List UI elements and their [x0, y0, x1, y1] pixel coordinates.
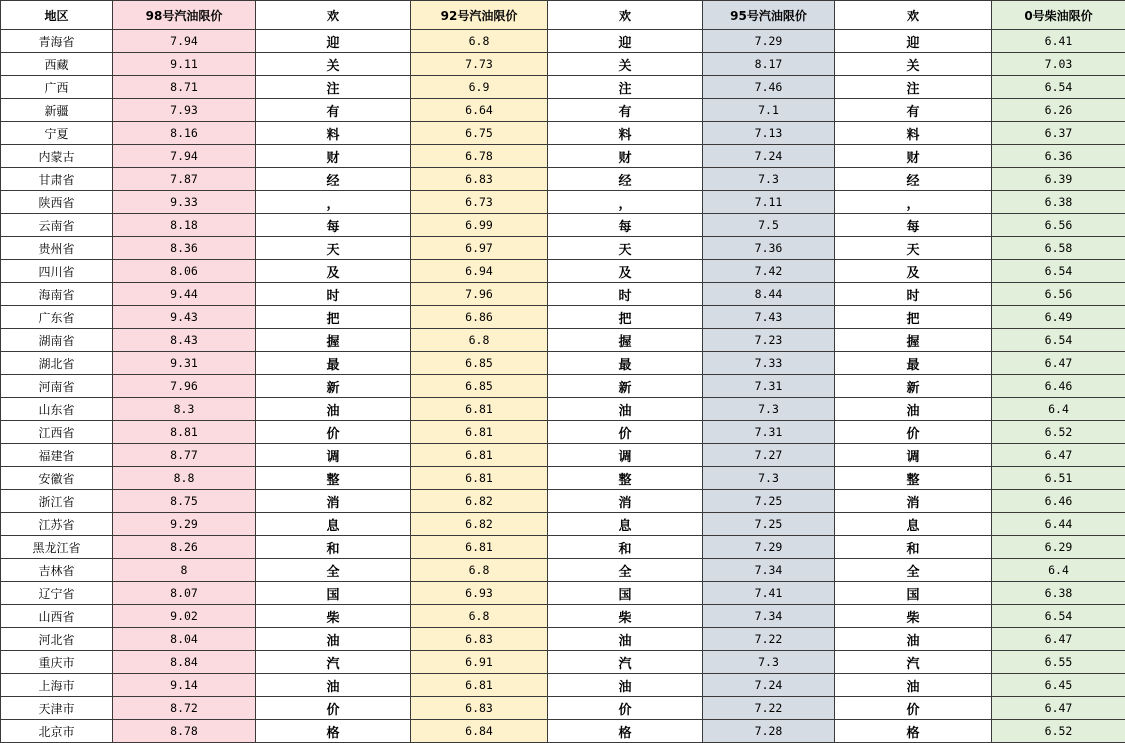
table-row	[1, 237, 1125, 260]
cell-0-diesel-price[interactable]: 6.54	[992, 76, 1125, 99]
cell-95-price[interactable]: 7.46	[703, 76, 835, 99]
header-row	[1, 1, 1125, 30]
table-row	[1, 697, 1125, 720]
cell-95-price[interactable]: 7.3	[703, 467, 835, 490]
cell-98-price[interactable]: 8.84	[113, 651, 256, 674]
cell-text-3[interactable]: 时	[835, 283, 992, 306]
header-region[interactable]: 地区	[1, 1, 113, 30]
cell-95-price[interactable]: 7.3	[703, 168, 835, 191]
cell-text-2[interactable]: 油	[548, 674, 703, 697]
cell-text-3[interactable]: 料	[835, 122, 992, 145]
cell-region[interactable]: 湖南省	[1, 329, 113, 352]
cell-text-3[interactable]: 天	[835, 237, 992, 260]
cell-text-1[interactable]: 天	[256, 237, 411, 260]
cell-95-price[interactable]: 7.29	[703, 30, 835, 53]
cell-text-1[interactable]: 有	[256, 99, 411, 122]
cell-0-diesel-price[interactable]: 6.46	[992, 490, 1125, 513]
cell-text-1[interactable]: 经	[256, 168, 411, 191]
cell-text-2[interactable]: 油	[548, 398, 703, 421]
cell-text-3[interactable]: 消	[835, 490, 992, 513]
cell-text-1[interactable]: 注	[256, 76, 411, 99]
cell-region[interactable]: 黑龙江省	[1, 536, 113, 559]
cell-98-price[interactable]: 7.96	[113, 375, 256, 398]
cell-text-2[interactable]: 经	[548, 168, 703, 191]
cell-98-price[interactable]: 8.06	[113, 260, 256, 283]
cell-region[interactable]: 安徽省	[1, 467, 113, 490]
cell-92-price[interactable]: 6.81	[411, 674, 548, 697]
cell-0-diesel-price[interactable]: 6.52	[992, 421, 1125, 444]
cell-0-diesel-price[interactable]: 6.41	[992, 30, 1125, 53]
cell-text-1[interactable]: 握	[256, 329, 411, 352]
cell-95-price[interactable]: 8.44	[703, 283, 835, 306]
cell-0-diesel-price[interactable]: 6.47	[992, 352, 1125, 375]
cell-text-1[interactable]: 每	[256, 214, 411, 237]
cell-92-price[interactable]: 6.83	[411, 697, 548, 720]
cell-text-3[interactable]: ，	[835, 191, 992, 214]
cell-95-price[interactable]: 7.25	[703, 490, 835, 513]
cell-text-3[interactable]: 息	[835, 513, 992, 536]
header-text-col-3[interactable]: 欢	[835, 1, 992, 30]
cell-text-2[interactable]: 汽	[548, 651, 703, 674]
cell-0-diesel-price[interactable]: 7.03	[992, 53, 1125, 76]
cell-text-2[interactable]: 料	[548, 122, 703, 145]
cell-text-1[interactable]: 格	[256, 720, 411, 743]
cell-text-1[interactable]: 迎	[256, 30, 411, 53]
cell-98-price[interactable]: 7.87	[113, 168, 256, 191]
cell-92-price[interactable]: 6.8	[411, 329, 548, 352]
cell-98-price[interactable]: 8.18	[113, 214, 256, 237]
cell-text-3[interactable]: 注	[835, 76, 992, 99]
table-row	[1, 582, 1125, 605]
cell-text-3[interactable]: 整	[835, 467, 992, 490]
cell-text-2[interactable]: 柴	[548, 605, 703, 628]
cell-98-price[interactable]: 9.29	[113, 513, 256, 536]
cell-98-price[interactable]: 8.16	[113, 122, 256, 145]
cell-95-price[interactable]: 7.42	[703, 260, 835, 283]
cell-text-1[interactable]: 全	[256, 559, 411, 582]
cell-text-1[interactable]: 时	[256, 283, 411, 306]
cell-region[interactable]: 湖北省	[1, 352, 113, 375]
table-row	[1, 306, 1125, 329]
cell-95-price[interactable]: 7.43	[703, 306, 835, 329]
cell-text-1[interactable]: 把	[256, 306, 411, 329]
cell-95-price[interactable]: 7.29	[703, 536, 835, 559]
cell-0-diesel-price[interactable]: 6.45	[992, 674, 1125, 697]
cell-region[interactable]: 宁夏	[1, 122, 113, 145]
cell-text-1[interactable]: 调	[256, 444, 411, 467]
cell-text-3[interactable]: 把	[835, 306, 992, 329]
header-95-price[interactable]: 95号汽油限价	[703, 1, 835, 30]
cell-92-price[interactable]: 6.82	[411, 490, 548, 513]
table-row	[1, 283, 1125, 306]
cell-92-price[interactable]: 6.81	[411, 536, 548, 559]
cell-region[interactable]: 河北省	[1, 628, 113, 651]
cell-98-price[interactable]: 8.75	[113, 490, 256, 513]
cell-text-2[interactable]: 每	[548, 214, 703, 237]
cell-text-1[interactable]: 及	[256, 260, 411, 283]
cell-text-3[interactable]: 汽	[835, 651, 992, 674]
header-text-col-1[interactable]: 欢	[256, 1, 411, 30]
cell-text-3[interactable]: 调	[835, 444, 992, 467]
cell-95-price[interactable]: 7.34	[703, 559, 835, 582]
cell-92-price[interactable]: 6.81	[411, 398, 548, 421]
cell-98-price[interactable]: 8.36	[113, 237, 256, 260]
cell-text-2[interactable]: ，	[548, 191, 703, 214]
cell-region[interactable]: 山东省	[1, 398, 113, 421]
table-row	[1, 191, 1125, 214]
cell-text-1[interactable]: ，	[256, 191, 411, 214]
cell-92-price[interactable]: 6.64	[411, 99, 548, 122]
table-row	[1, 513, 1125, 536]
cell-98-price[interactable]: 8.71	[113, 76, 256, 99]
table-row	[1, 122, 1125, 145]
table-row	[1, 168, 1125, 191]
cell-98-price[interactable]: 8.77	[113, 444, 256, 467]
cell-text-2[interactable]: 格	[548, 720, 703, 743]
cell-92-price[interactable]: 6.82	[411, 513, 548, 536]
cell-0-diesel-price[interactable]: 6.37	[992, 122, 1125, 145]
cell-95-price[interactable]: 7.36	[703, 237, 835, 260]
cell-98-price[interactable]: 8.81	[113, 421, 256, 444]
cell-region[interactable]: 内蒙古	[1, 145, 113, 168]
cell-region[interactable]: 广东省	[1, 306, 113, 329]
table-row	[1, 99, 1125, 122]
cell-text-2[interactable]: 国	[548, 582, 703, 605]
cell-text-2[interactable]: 把	[548, 306, 703, 329]
table-row	[1, 467, 1125, 490]
cell-text-1[interactable]: 最	[256, 352, 411, 375]
cell-92-price[interactable]: 6.83	[411, 168, 548, 191]
cell-92-price[interactable]: 6.93	[411, 582, 548, 605]
cell-92-price[interactable]: 6.73	[411, 191, 548, 214]
table-row	[1, 559, 1125, 582]
cell-text-1[interactable]: 整	[256, 467, 411, 490]
cell-92-price[interactable]: 6.75	[411, 122, 548, 145]
cell-92-price[interactable]: 6.99	[411, 214, 548, 237]
cell-95-price[interactable]: 7.1	[703, 99, 835, 122]
cell-98-price[interactable]: 9.02	[113, 605, 256, 628]
cell-text-2[interactable]: 财	[548, 145, 703, 168]
cell-text-3[interactable]: 全	[835, 559, 992, 582]
cell-text-2[interactable]: 价	[548, 421, 703, 444]
cell-region[interactable]: 北京市	[1, 720, 113, 743]
cell-region[interactable]: 西藏	[1, 53, 113, 76]
cell-region[interactable]: 江西省	[1, 421, 113, 444]
cell-0-diesel-price[interactable]: 6.49	[992, 306, 1125, 329]
cell-text-3[interactable]: 油	[835, 674, 992, 697]
cell-95-price[interactable]: 7.11	[703, 191, 835, 214]
cell-region[interactable]: 云南省	[1, 214, 113, 237]
table-row	[1, 329, 1125, 352]
cell-98-price[interactable]: 8.3	[113, 398, 256, 421]
cell-92-price[interactable]: 6.84	[411, 720, 548, 743]
cell-text-3[interactable]: 新	[835, 375, 992, 398]
cell-text-3[interactable]: 和	[835, 536, 992, 559]
cell-98-price[interactable]: 8.04	[113, 628, 256, 651]
cell-text-1[interactable]: 价	[256, 421, 411, 444]
cell-text-3[interactable]: 财	[835, 145, 992, 168]
cell-text-3[interactable]: 每	[835, 214, 992, 237]
cell-0-diesel-price[interactable]: 6.38	[992, 582, 1125, 605]
cell-0-diesel-price[interactable]: 6.39	[992, 168, 1125, 191]
cell-92-price[interactable]: 6.81	[411, 421, 548, 444]
cell-text-3[interactable]: 经	[835, 168, 992, 191]
table-row	[1, 651, 1125, 674]
cell-text-1[interactable]: 和	[256, 536, 411, 559]
cell-95-price[interactable]: 7.24	[703, 145, 835, 168]
table-row	[1, 398, 1125, 421]
cell-98-price[interactable]: 7.94	[113, 30, 256, 53]
cell-98-price[interactable]: 8.07	[113, 582, 256, 605]
cell-text-3[interactable]: 柴	[835, 605, 992, 628]
cell-text-2[interactable]: 时	[548, 283, 703, 306]
cell-text-1[interactable]: 新	[256, 375, 411, 398]
cell-region[interactable]: 陕西省	[1, 191, 113, 214]
cell-text-3[interactable]: 迎	[835, 30, 992, 53]
cell-text-2[interactable]: 握	[548, 329, 703, 352]
cell-region[interactable]: 新疆	[1, 99, 113, 122]
cell-92-price[interactable]: 6.81	[411, 467, 548, 490]
cell-98-price[interactable]: 8.26	[113, 536, 256, 559]
cell-text-3[interactable]: 油	[835, 628, 992, 651]
table-row	[1, 76, 1125, 99]
cell-0-diesel-price[interactable]: 6.29	[992, 536, 1125, 559]
cell-text-2[interactable]: 新	[548, 375, 703, 398]
cell-0-diesel-price[interactable]: 6.54	[992, 260, 1125, 283]
table-row	[1, 53, 1125, 76]
cell-region[interactable]: 上海市	[1, 674, 113, 697]
cell-text-1[interactable]: 料	[256, 122, 411, 145]
cell-text-3[interactable]: 最	[835, 352, 992, 375]
cell-region[interactable]: 浙江省	[1, 490, 113, 513]
cell-0-diesel-price[interactable]: 6.47	[992, 444, 1125, 467]
header-text-col-2[interactable]: 欢	[548, 1, 703, 30]
cell-text-2[interactable]: 全	[548, 559, 703, 582]
cell-95-price[interactable]: 8.17	[703, 53, 835, 76]
cell-95-price[interactable]: 7.33	[703, 352, 835, 375]
cell-text-1[interactable]: 财	[256, 145, 411, 168]
cell-region[interactable]: 天津市	[1, 697, 113, 720]
table-row	[1, 605, 1125, 628]
cell-text-2[interactable]: 有	[548, 99, 703, 122]
cell-0-diesel-price[interactable]: 6.58	[992, 237, 1125, 260]
table-row	[1, 30, 1125, 53]
cell-0-diesel-price[interactable]: 6.52	[992, 720, 1125, 743]
cell-92-price[interactable]: 6.8	[411, 30, 548, 53]
cell-95-price[interactable]: 7.41	[703, 582, 835, 605]
cell-region[interactable]: 辽宁省	[1, 582, 113, 605]
cell-98-price[interactable]: 9.11	[113, 53, 256, 76]
cell-text-3[interactable]: 油	[835, 398, 992, 421]
cell-text-3[interactable]: 关	[835, 53, 992, 76]
cell-95-price[interactable]: 7.27	[703, 444, 835, 467]
cell-0-diesel-price[interactable]: 6.44	[992, 513, 1125, 536]
table-row	[1, 536, 1125, 559]
header-92-price[interactable]: 92号汽油限价	[411, 1, 548, 30]
cell-region[interactable]: 海南省	[1, 283, 113, 306]
cell-98-price[interactable]: 7.93	[113, 99, 256, 122]
cell-region[interactable]: 山西省	[1, 605, 113, 628]
cell-text-2[interactable]: 和	[548, 536, 703, 559]
cell-text-3[interactable]: 握	[835, 329, 992, 352]
cell-text-3[interactable]: 价	[835, 421, 992, 444]
cell-95-price[interactable]: 7.28	[703, 720, 835, 743]
cell-text-3[interactable]: 价	[835, 697, 992, 720]
cell-92-price[interactable]: 6.86	[411, 306, 548, 329]
table-row	[1, 421, 1125, 444]
cell-text-1[interactable]: 关	[256, 53, 411, 76]
header-0-diesel-price[interactable]: 0号柴油限价	[992, 1, 1125, 30]
cell-95-price[interactable]: 7.13	[703, 122, 835, 145]
cell-text-1[interactable]: 油	[256, 674, 411, 697]
cell-text-1[interactable]: 油	[256, 398, 411, 421]
cell-text-3[interactable]: 及	[835, 260, 992, 283]
cell-0-diesel-price[interactable]: 6.47	[992, 697, 1125, 720]
cell-text-2[interactable]: 息	[548, 513, 703, 536]
cell-95-price[interactable]: 7.31	[703, 375, 835, 398]
cell-text-2[interactable]: 价	[548, 697, 703, 720]
cell-92-price[interactable]: 6.94	[411, 260, 548, 283]
cell-region[interactable]: 江苏省	[1, 513, 113, 536]
cell-text-1[interactable]: 消	[256, 490, 411, 513]
cell-text-1[interactable]: 价	[256, 697, 411, 720]
cell-92-price[interactable]: 6.85	[411, 375, 548, 398]
table-row	[1, 145, 1125, 168]
cell-92-price[interactable]: 6.91	[411, 651, 548, 674]
cell-text-1[interactable]: 柴	[256, 605, 411, 628]
cell-95-price[interactable]: 7.31	[703, 421, 835, 444]
cell-95-price[interactable]: 7.25	[703, 513, 835, 536]
cell-0-diesel-price[interactable]: 6.36	[992, 145, 1125, 168]
table-row	[1, 444, 1125, 467]
cell-text-3[interactable]: 格	[835, 720, 992, 743]
cell-region[interactable]: 吉林省	[1, 559, 113, 582]
table-row	[1, 260, 1125, 283]
cell-98-price[interactable]: 8	[113, 559, 256, 582]
cell-0-diesel-price[interactable]: 6.4	[992, 559, 1125, 582]
cell-region[interactable]: 福建省	[1, 444, 113, 467]
cell-0-diesel-price[interactable]: 6.26	[992, 99, 1125, 122]
cell-92-price[interactable]: 6.9	[411, 76, 548, 99]
cell-text-1[interactable]: 油	[256, 628, 411, 651]
cell-98-price[interactable]: 9.31	[113, 352, 256, 375]
cell-95-price[interactable]: 7.24	[703, 674, 835, 697]
cell-text-2[interactable]: 调	[548, 444, 703, 467]
cell-text-1[interactable]: 息	[256, 513, 411, 536]
cell-98-price[interactable]: 8.43	[113, 329, 256, 352]
cell-95-price[interactable]: 7.3	[703, 398, 835, 421]
cell-0-diesel-price[interactable]: 6.46	[992, 375, 1125, 398]
cell-95-price[interactable]: 7.23	[703, 329, 835, 352]
cell-0-diesel-price[interactable]: 6.54	[992, 329, 1125, 352]
cell-region[interactable]: 重庆市	[1, 651, 113, 674]
cell-92-price[interactable]: 6.85	[411, 352, 548, 375]
cell-92-price[interactable]: 7.73	[411, 53, 548, 76]
table-row	[1, 628, 1125, 651]
cell-0-diesel-price[interactable]: 6.4	[992, 398, 1125, 421]
cell-text-3[interactable]: 国	[835, 582, 992, 605]
cell-92-price[interactable]: 6.97	[411, 237, 548, 260]
cell-0-diesel-price[interactable]: 6.56	[992, 283, 1125, 306]
cell-98-price[interactable]: 8.8	[113, 467, 256, 490]
header-98-price[interactable]: 98号汽油限价	[113, 1, 256, 30]
cell-text-2[interactable]: 及	[548, 260, 703, 283]
cell-98-price[interactable]: 9.33	[113, 191, 256, 214]
cell-text-2[interactable]: 整	[548, 467, 703, 490]
cell-95-price[interactable]: 7.5	[703, 214, 835, 237]
cell-region[interactable]: 广西	[1, 76, 113, 99]
cell-text-2[interactable]: 注	[548, 76, 703, 99]
cell-0-diesel-price[interactable]: 6.51	[992, 467, 1125, 490]
cell-95-price[interactable]: 7.22	[703, 628, 835, 651]
cell-text-2[interactable]: 最	[548, 352, 703, 375]
table-row	[1, 214, 1125, 237]
cell-92-price[interactable]: 6.78	[411, 145, 548, 168]
cell-95-price[interactable]: 7.34	[703, 605, 835, 628]
cell-region[interactable]: 青海省	[1, 30, 113, 53]
cell-92-price[interactable]: 6.8	[411, 605, 548, 628]
cell-0-diesel-price[interactable]: 6.54	[992, 605, 1125, 628]
cell-text-1[interactable]: 国	[256, 582, 411, 605]
table-row	[1, 352, 1125, 375]
cell-98-price[interactable]: 7.94	[113, 145, 256, 168]
cell-0-diesel-price[interactable]: 6.55	[992, 651, 1125, 674]
table-row	[1, 375, 1125, 398]
cell-98-price[interactable]: 8.72	[113, 697, 256, 720]
cell-region[interactable]: 贵州省	[1, 237, 113, 260]
cell-92-price[interactable]: 6.81	[411, 444, 548, 467]
cell-text-2[interactable]: 油	[548, 628, 703, 651]
cell-92-price[interactable]: 6.83	[411, 628, 548, 651]
cell-0-diesel-price[interactable]: 6.38	[992, 191, 1125, 214]
cell-0-diesel-price[interactable]: 6.56	[992, 214, 1125, 237]
cell-98-price[interactable]: 9.43	[113, 306, 256, 329]
table-row	[1, 490, 1125, 513]
table-row	[1, 720, 1125, 743]
cell-text-2[interactable]: 消	[548, 490, 703, 513]
cell-region[interactable]: 甘肃省	[1, 168, 113, 191]
cell-98-price[interactable]: 8.78	[113, 720, 256, 743]
cell-text-2[interactable]: 关	[548, 53, 703, 76]
cell-text-3[interactable]: 有	[835, 99, 992, 122]
cell-region[interactable]: 四川省	[1, 260, 113, 283]
cell-0-diesel-price[interactable]: 6.47	[992, 628, 1125, 651]
cell-text-2[interactable]: 天	[548, 237, 703, 260]
cell-text-1[interactable]: 汽	[256, 651, 411, 674]
cell-95-price[interactable]: 7.3	[703, 651, 835, 674]
cell-98-price[interactable]: 9.44	[113, 283, 256, 306]
cell-92-price[interactable]: 7.96	[411, 283, 548, 306]
cell-text-2[interactable]: 迎	[548, 30, 703, 53]
cell-95-price[interactable]: 7.22	[703, 697, 835, 720]
table-row	[1, 674, 1125, 697]
cell-92-price[interactable]: 6.8	[411, 559, 548, 582]
cell-region[interactable]: 河南省	[1, 375, 113, 398]
cell-98-price[interactable]: 9.14	[113, 674, 256, 697]
